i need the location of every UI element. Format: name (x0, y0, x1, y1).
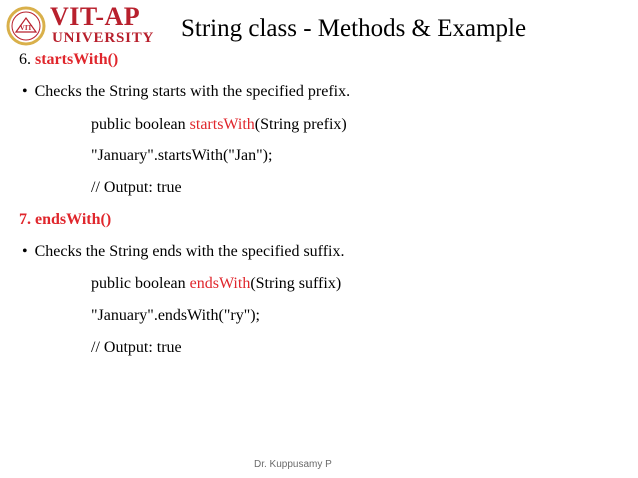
signature-suffix: (String prefix) (254, 116, 347, 133)
output-comment-starts-with: // Output: true (91, 179, 182, 196)
section-heading-ends-with (19, 210, 111, 230)
method-signature-ends-with (91, 274, 341, 294)
bullet-dot-icon: • (22, 243, 28, 260)
bullet-description-starts-with (22, 82, 350, 102)
signature-prefix: public boolean (91, 275, 190, 292)
university-logo (6, 2, 155, 47)
signature-method: endsWith (189, 275, 251, 292)
logo-subtitle: UNIVERSITY (52, 30, 155, 46)
section-number: 6. (19, 51, 31, 68)
section-heading-starts-with (19, 50, 118, 70)
example-code-ends-with: "January".endsWith("ry"); (91, 307, 260, 324)
description-text: Checks the String ends with the specified suffix. (34, 243, 345, 260)
university-emblem-icon (6, 5, 46, 47)
method-name: startsWith() (35, 51, 119, 68)
method-signature-starts-with (91, 115, 347, 135)
bullet-description-ends-with (22, 242, 344, 262)
method-name: endsWith() (35, 211, 112, 228)
output-comment-ends-with: // Output: true (91, 339, 182, 356)
logo-name: VIT-AP (50, 2, 141, 31)
emblem-text: VIT (19, 24, 33, 32)
signature-suffix: (String suffix) (250, 275, 342, 292)
bullet-dot-icon: • (22, 83, 28, 100)
signature-method: startsWith (189, 116, 255, 133)
signature-prefix: public boolean (91, 116, 190, 133)
section-number: 7. (19, 211, 31, 228)
footer-author: Dr. Kuppusamy P (254, 459, 332, 470)
slide-title: String class - Methods & Example (181, 15, 527, 42)
description-text: Checks the String starts with the specified prefix. (34, 83, 351, 100)
example-code-starts-with: "January".startsWith("Jan"); (91, 147, 273, 164)
